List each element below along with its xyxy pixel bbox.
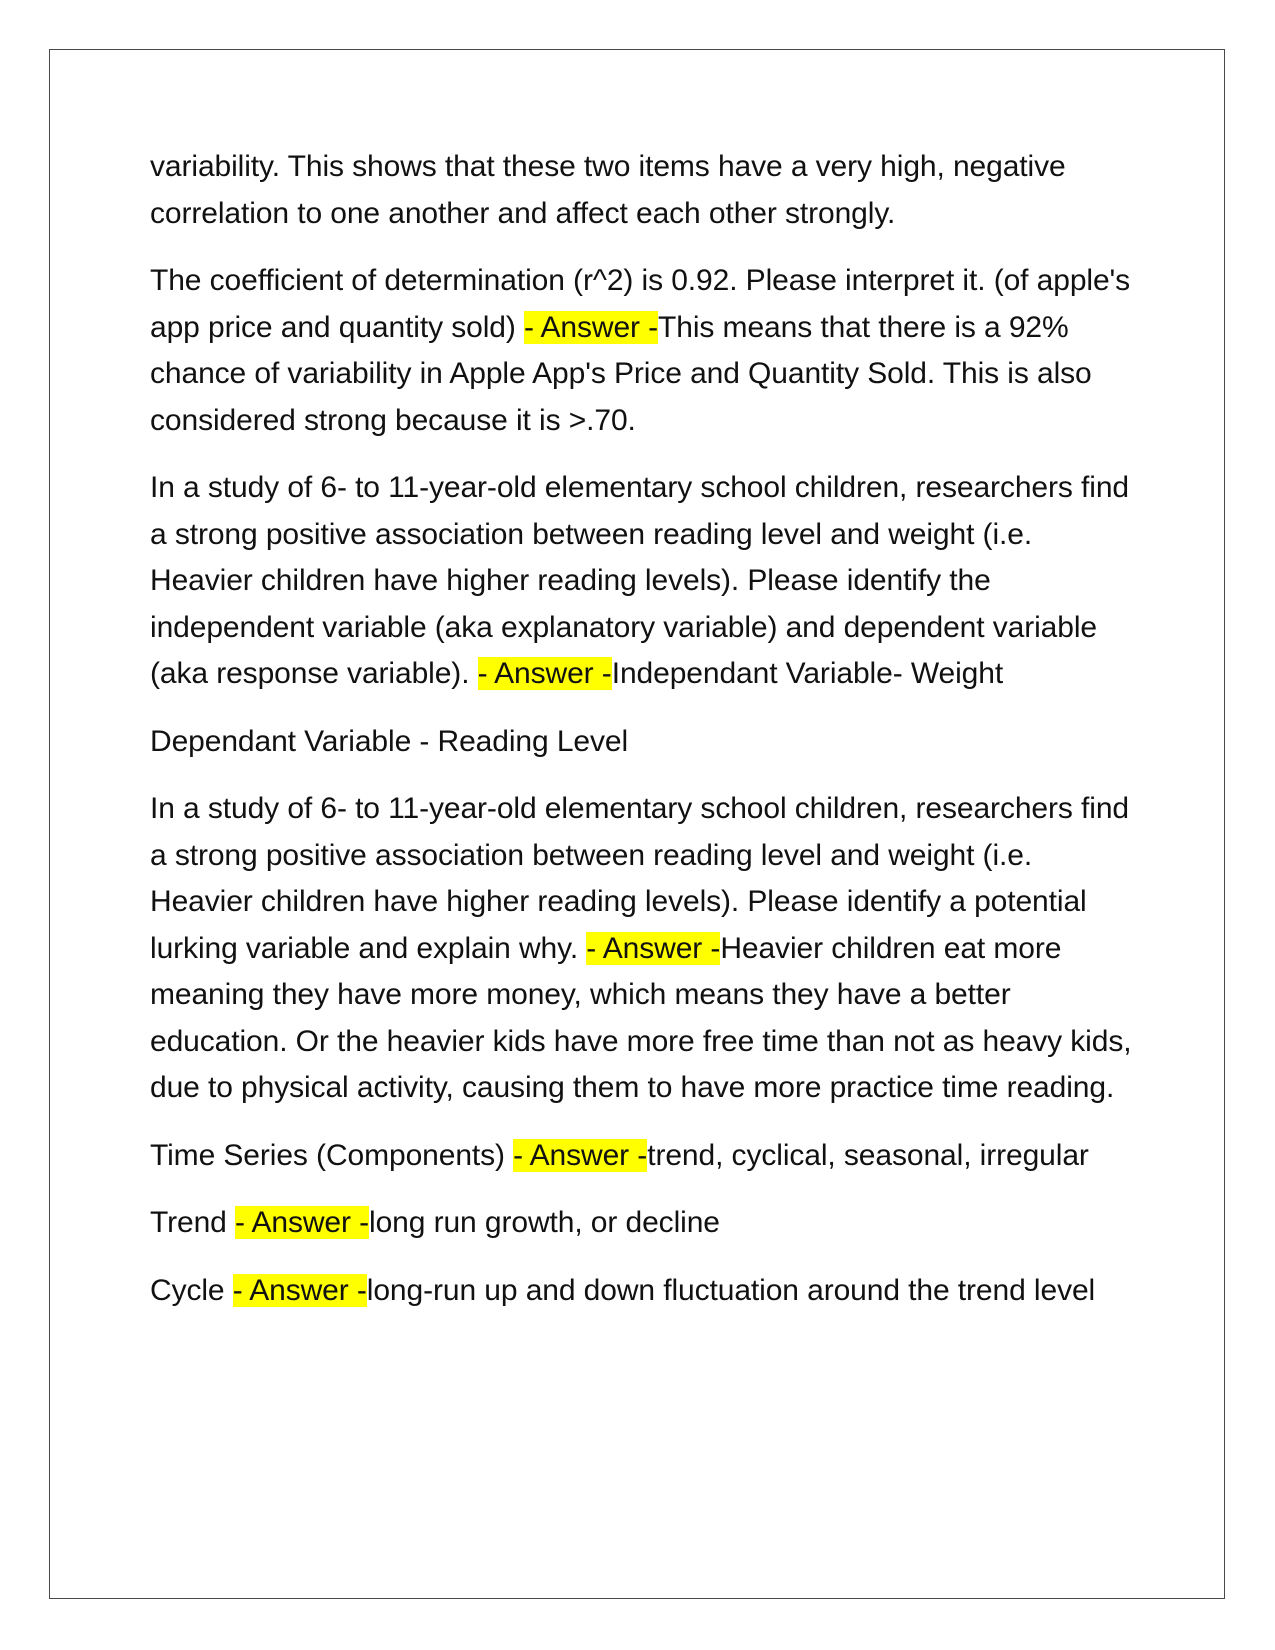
answer-marker: - Answer - [524,310,659,344]
question-text: In a study of 6- to 11-year-old elementary school children, researchers find a strong positive association between reading level and weight (i.e. Heavier children have higher reading levels). Please identify a potential lurking variable and explain why. [150,792,1130,965]
answer-marker: - Answer - [232,1273,367,1307]
answer-text: long-run up and down fluctuation around the trend level [366,1273,1096,1307]
answer-text: This means that there is a 92% chance of variability in Apple App's Price and Quantity Sold. This is also considered strong because it is >.70. [150,310,1092,437]
paragraph-independent-variable [150,465,1140,698]
paragraph-time-series [150,1133,1140,1180]
question-text: In a study of 6- to 11-year-old elementary school children, researchers find a strong positive association between reading level and weight (i.e. Heavier children have higher reading levels). Please identify the independent variable (aka explanatory variable) and dependent variable (aka response variable). [150,471,1130,690]
paragraph-trend [150,1200,1140,1247]
answer-text: trend, cyclical, seasonal, irregular [647,1138,1089,1172]
answer-marker: - Answer - [235,1206,370,1239]
answer-marker: - Answer - [513,1138,648,1172]
question-text: Time Series (Components) [150,1138,514,1172]
question-text: Cycle [150,1273,233,1307]
answer-text: Heavier children eat more meaning they have more money, which means they have a better education. Or the heavier kids have more free time than not as heavy kids, due to physical activity, causing them to have more practice time reading. [150,931,1132,1104]
question-text: The coefficient of determination (r^2) is 0.92. Please interpret it. (of apple's app price and quantity sold) [150,264,1131,344]
answer-text: Dependant Variable - Reading Level [150,724,629,758]
answer-marker: - Answer - [586,931,721,965]
paragraph-cycle [150,1268,1140,1315]
question-text: Trend [150,1206,235,1239]
paragraph-text: variability. This shows that these two items have a very high, negative correlation to one another and affect each other strongly. [150,150,1066,230]
answer-marker: - Answer - [477,657,612,690]
answer-text: long run growth, or decline [369,1206,720,1239]
paragraph-dependent-variable [150,719,1140,766]
paragraph-coefficient-of-determination [150,258,1140,444]
paragraph-variability-conclusion [150,144,1140,237]
paragraph-lurking-variable [150,786,1140,1112]
document-body [150,144,1140,1335]
answer-text: Independant Variable- Weight [611,657,1004,690]
